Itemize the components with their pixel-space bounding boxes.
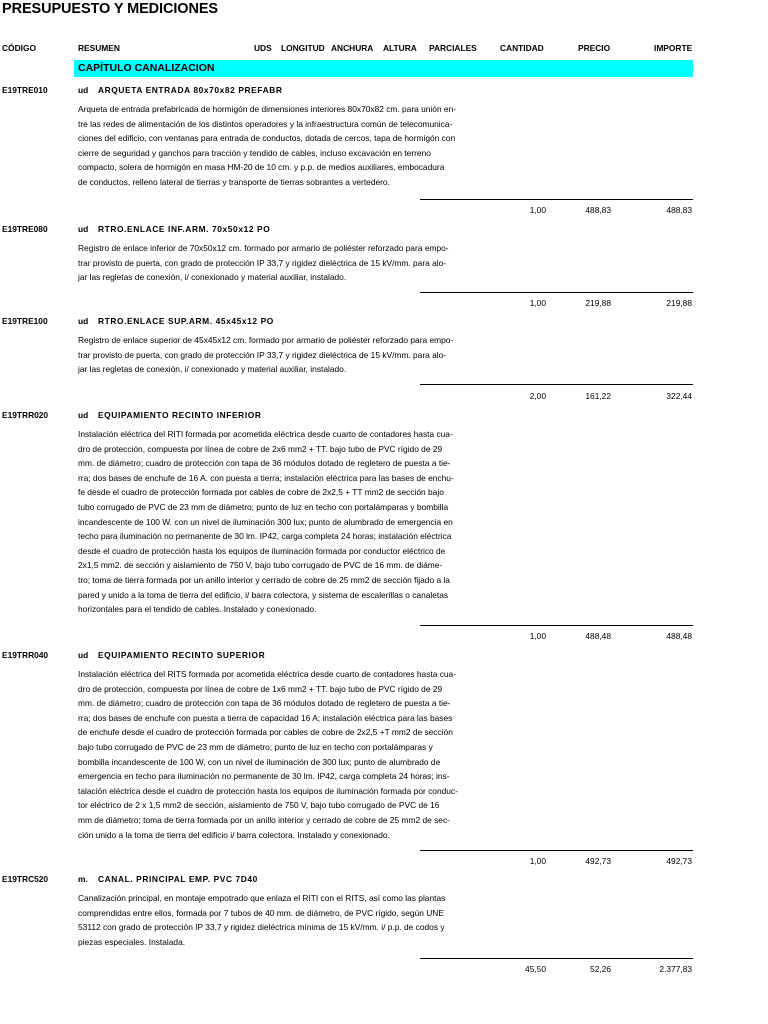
item-code: E19TRE080 xyxy=(2,224,48,234)
description-line: bajo tubo corrugado de PVC de 23 mm de diámetro; punto de luz en techo con portalámparas y xyxy=(78,741,433,752)
item-total-rule xyxy=(420,625,693,626)
item-unit: ud xyxy=(78,410,89,420)
item-cantidad: 2,00 xyxy=(529,391,546,401)
description-line: cierre de seguridad y ganchos para tracción y tendido de cables, incluso excavación en terreno xyxy=(78,147,431,158)
item-name: RTRO.ENLACE INF.ARM. 70x50x12 PO xyxy=(98,224,271,234)
header-cantidad: CANTIDAD xyxy=(500,43,544,53)
item-cantidad: 1,00 xyxy=(529,205,546,215)
item-cantidad: 45,50 xyxy=(525,964,546,974)
chapter-title: CAPÍTULO CANALIZACION xyxy=(78,62,215,74)
header-altura: ALTURA xyxy=(383,43,417,53)
item-importe: 219,88 xyxy=(666,298,692,308)
item-code: E19TRR040 xyxy=(2,650,49,660)
item-precio: 492,73 xyxy=(585,856,611,866)
item-precio: 488,48 xyxy=(585,631,611,641)
description-line: tor eléctrico de 2 x 1,5 mm2 de sección, aislamiento de 750 V, bajo tubo corrugado de PVC de 16 xyxy=(78,800,440,811)
description-line: Instalación eléctrica del RITS formada por acometida eléctrica desde cuarto de contadores hasta cua- xyxy=(78,669,457,679)
item-total-rule xyxy=(420,850,693,851)
item-precio: 161,22 xyxy=(585,391,611,401)
item-name: RTRO.ENLACE SUP.ARM. 45x45x12 PO xyxy=(98,316,274,326)
item-name: ARQUETA ENTRADA 80x70x82 PREFABR xyxy=(98,85,283,95)
item-unit: ud xyxy=(78,316,89,326)
description-line: dro de protección, compuesta por línea de cobre de 1x6 mm2 + TT. bajo tubo de PVC rígido de 29 xyxy=(78,683,443,694)
item-name: CANAL. PRINCIPAL EMP. PVC 7D40 xyxy=(98,874,258,884)
item-importe: 488,48 xyxy=(666,631,692,641)
chapter-banner xyxy=(74,60,693,77)
item-importe: 2.377,83 xyxy=(659,964,692,974)
description-line: pared y unido a la toma de tierra del edificio, i/ barra colectora, y sistema de escalerillas o canaletas xyxy=(78,589,449,600)
item-code: E19TRE010 xyxy=(2,85,48,95)
description-line: 2x1,5 mm2. de sección y aislamiento de 750 V, bajo tubo corrugado de PVC de 16 mm. de diáme- xyxy=(78,560,443,571)
header-codigo: CÓDIGO xyxy=(2,43,36,53)
header-anchura: ANCHURA xyxy=(331,43,374,53)
description-line: mm. de diámetro; cuadro de protección con tapa de 36 módulos dotado de regletero de puesta a tie- xyxy=(78,458,451,469)
item-unit: ud xyxy=(78,650,89,660)
description-line: Canalización principal, en montaje empotrado que enlaza el RITI con el RITS, así como las plantas xyxy=(78,893,446,903)
item-code: E19TRE100 xyxy=(2,316,48,326)
item-description xyxy=(78,427,484,617)
description-line: ciones del edificio, con ventanas para entrada de conductos, dotada de cercos, tapa de hormigón con xyxy=(78,133,456,144)
description-line: fe desde el cuadro de protección formada por cables de cobre de 2x2,5 + TT mm2 de sección bajo xyxy=(78,487,444,498)
item-precio: 219,88 xyxy=(585,298,611,308)
description-line: jar las regletas de conexión, i/ conexionado y material auxiliar, instalado. xyxy=(78,272,347,283)
item-unit: ud xyxy=(78,224,89,234)
description-line: horizontales para el tendido de cables. Instalado y conexionado. xyxy=(78,604,317,615)
description-line: comprendidas entre ellos, formada por 7 tubos de 40 mm. de diámetro, de PVC rígido, según UNE xyxy=(78,907,444,918)
description-line: tre las redes de alimentación de los distintos operadores y la infraestructura común de telecomunica- xyxy=(78,118,453,129)
item-name: EQUIPAMIENTO RECINTO SUPERIOR xyxy=(98,650,266,660)
item-importe: 488,83 xyxy=(666,205,692,215)
header-parciales: PARCIALES xyxy=(429,43,477,53)
description-line: Registro de enlace inferior de 70x50x12 cm. formado por armario de poliéster reforzado para empo- xyxy=(78,243,449,253)
description-line: talación eléctrica desde el cuadro de protección hasta los equipos de iluminación formada por conduc- xyxy=(78,785,458,796)
description-line: compacto, solera de hormigón en masa HM-20 de 10 cm. y p.p. de medios auxiliares, embocadura xyxy=(78,162,445,173)
description-line: Instalación eléctrica del RITI formada por acometida eléctrica desde cuarto de contadores hasta cua- xyxy=(78,429,453,439)
item-precio: 52,26 xyxy=(590,964,611,974)
item-total-rule xyxy=(420,958,693,959)
description-line: rra; dos bases de enchufe con puesta a tierra de capacidad 16 A; instalación eléctrica para las bases xyxy=(78,712,453,723)
description-line: trar provisto de puerta, con grado de protección IP 33,7 y rigidez dieléctrica de 15 kV/mm. para alo- xyxy=(78,349,447,360)
item-cantidad: 1,00 xyxy=(529,298,546,308)
header-longitud: LONGITUD xyxy=(281,43,325,53)
header-importe: IMPORTE xyxy=(654,43,693,53)
header-precio: PRECIO xyxy=(578,43,611,53)
description-line: incandescente de 100 W. con un nivel de iluminación 300 lux; punto de alumbrado de emergencia en xyxy=(78,516,453,527)
item-total-rule xyxy=(420,292,693,293)
description-line: bombilla incandescente de 100 W, con un nivel de iluminación de 300 lux; punto de alumbrado de xyxy=(78,756,441,767)
description-line: 53112 con grado de protección IP 33,7 y rigidez dieléctrica mínima de 15 kV/mm. i/ p.p. de codos y xyxy=(78,922,445,933)
item-importe: 322,44 xyxy=(666,391,692,401)
item-description xyxy=(78,667,484,842)
item-total-rule xyxy=(420,199,693,200)
item-unit: ud xyxy=(78,85,89,95)
item-code: E19TRC520 xyxy=(2,874,49,884)
description-line: dro de protección, compuesta por línea de cobre de 2x6 mm2 + TT. bajo tubo de PVC rígido de 29 xyxy=(78,443,443,454)
description-line: trar provisto de puerta, con grado de protección IP 33,7 y rigidez dieléctrica de 15 kV/mm. para alo- xyxy=(78,257,447,268)
description-line: desde el cuadro de protección hasta los equipos de iluminación formada por conductor eléctrico de xyxy=(78,545,446,556)
description-line: mm. de diámetro; cuadro de protección con tapa de 36 módulos dotado de regletero de puesta a tie- xyxy=(78,698,451,709)
description-line: mm de diámetro; toma de tierra formada por un anillo interior y cerrado de cobre de 25 mm2 de sec- xyxy=(78,814,450,825)
item-description xyxy=(78,891,484,949)
description-line: Registro de enlace superior de 45x45x12 cm. formado por armario de poliéster reforzado para empo- xyxy=(78,335,454,345)
description-line: tubo corrugado de PVC de 23 mm de diámetro; punto de luz en techo con portalámparas y bombilla xyxy=(78,501,449,512)
description-line: emergencia en techo para iluminación no permanente de 30 lm. IP42, carga completa 24 horas; ins- xyxy=(78,771,450,782)
page-title: PRESUPUESTO Y MEDICIONES xyxy=(2,1,218,17)
description-line: techo para iluminación no permanente de 30 lm. IP42, carga completa 24 horas; instalación eléctrica xyxy=(78,531,452,542)
description-line: rra; dos bases de enchufe de 16 A. con puesta a tierra; instalación eléctrica para las bases de enchu- xyxy=(78,472,454,483)
item-unit: m. xyxy=(78,874,88,884)
item-cantidad: 1,00 xyxy=(529,856,546,866)
description-line: ción unido a la toma de tierra del edificio i/ barra colectora. Instalado y conexionado. xyxy=(78,829,390,840)
item-importe: 492,73 xyxy=(666,856,692,866)
item-precio: 488,83 xyxy=(585,205,611,215)
description-line: jar las regletas de conexión, i/ conexionado y material auxiliar, instalado. xyxy=(78,364,347,375)
description-line: Arqueta de entrada prefabricada de hormigón de dimensiones interiores 80x70x82 cm. para unión en- xyxy=(78,104,457,114)
item-description xyxy=(78,333,484,377)
header-resumen: RESUMEN xyxy=(78,43,120,53)
item-total-rule xyxy=(420,384,693,385)
item-description xyxy=(78,241,484,285)
description-line: de conductos, relleno lateral de tierras y transporte de tierras sobrantes a vertedero. xyxy=(78,176,390,187)
description-line: de enchufe desde el cuadro de protección formada por cables de cobre de 2x2,5 +T mm2 de sección xyxy=(78,727,453,738)
item-cantidad: 1,00 xyxy=(529,631,546,641)
item-code: E19TRR020 xyxy=(2,410,49,420)
item-name: EQUIPAMIENTO RECINTO INFERIOR xyxy=(98,410,262,420)
description-line: tro; toma de tierra formada por un anillo interior y cerrado de cobre de 25 mm2 de sección fijado a la xyxy=(78,574,450,585)
item-description xyxy=(78,102,484,190)
description-line: piezas especiales. Instalada. xyxy=(78,936,186,947)
header-uds: UDS xyxy=(254,43,272,53)
